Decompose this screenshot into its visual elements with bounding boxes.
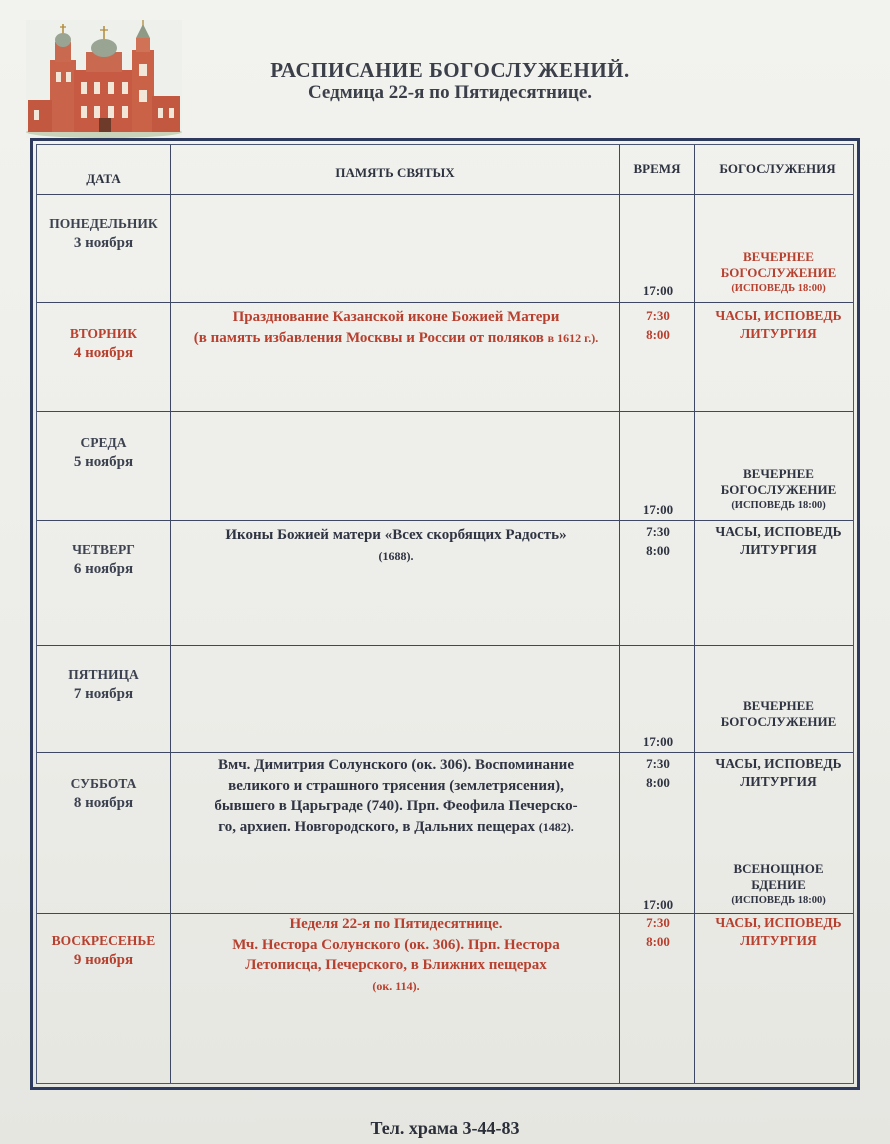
page-header xyxy=(190,58,710,104)
table-row xyxy=(37,303,853,411)
church-illustration xyxy=(26,20,182,138)
table-row xyxy=(37,412,853,520)
column-header-time: ВРЕМЯ xyxy=(633,161,681,176)
table-row xyxy=(37,753,853,913)
day-cell xyxy=(37,325,170,363)
day-name: ЧЕТВЕРГ xyxy=(72,542,135,557)
day-cell xyxy=(37,666,170,704)
day-name: СРЕДА xyxy=(80,435,127,450)
evening-service-name: ВСЕНОЩНОЕ БДЕНИЕ xyxy=(733,861,824,893)
confession-note: (ИСПОВЕДЬ 18:00) xyxy=(731,499,826,511)
services-text: ЧАСЫ, ИСПОВЕДЬ ЛИТУРГИЯ xyxy=(715,756,842,789)
evening-time: 17:00 xyxy=(642,734,674,749)
services-text: ЧАСЫ, ИСПОВЕДЬ ЛИТУРГИЯ xyxy=(715,308,842,341)
evening-service xyxy=(697,698,860,731)
evening-service-name: ВЕЧЕРНЕЕ БОГОСЛУЖЕНИЕ xyxy=(720,466,837,498)
evening-time: 17:00 xyxy=(642,283,674,298)
memory-cell xyxy=(173,525,619,566)
memory-cell xyxy=(173,755,619,838)
memory-text: Празднование Казанской иконе Божией Матери (в память избавления Москвы и России от поляков xyxy=(193,309,560,346)
memory-year: (1688). xyxy=(378,548,414,563)
services-text: ЧАСЫ, ИСПОВЕДЬ ЛИТУРГИЯ xyxy=(715,915,842,948)
day-cell xyxy=(37,215,170,253)
table-body xyxy=(36,144,854,1084)
memory-text: Неделя 22-я по Пятидесятнице. Мч. Нестора Солунского (ок. 306). Прп. Нестора Летописца, Печерского, в Ближних пещерах xyxy=(232,916,560,974)
schedule-subtitle: Седмица 22-я по Пятидесятнице. xyxy=(307,82,593,104)
evening-service-name: ВЕЧЕРНЕЕ БОГОСЛУЖЕНИЕ xyxy=(720,249,837,281)
column-header-memory: ПАМЯТЬ СВЯТЫХ xyxy=(335,165,455,180)
memory-year: (ок. 114). xyxy=(372,979,420,994)
evening-service xyxy=(697,466,860,512)
day-cell xyxy=(37,541,170,579)
service-times: 7:30 8:00 xyxy=(646,308,670,342)
memory-text: Вмч. Димитрия Солунского (ок. 306). Воспоминание великого и страшного трясения (землетрясения), бывшего в Царьграде (740). Прп. Феофила Печерско- го, архиеп. Новгородского, в Дальних пещерах xyxy=(214,757,578,836)
evening-service xyxy=(697,861,860,907)
day-date: 3 ноября xyxy=(73,235,134,252)
day-name: ВТОРНИК xyxy=(69,326,138,341)
day-name: ВОСКРЕСЕНЬЕ xyxy=(51,933,156,948)
schedule-table xyxy=(30,138,860,1090)
memory-text: Иконы Божией матери «Всех скорбящих Радость» xyxy=(225,527,567,543)
memory-cell xyxy=(173,914,619,997)
day-name: СУББОТА xyxy=(70,776,137,791)
day-date: 8 ноября xyxy=(73,795,134,812)
evening-time: 17:00 xyxy=(642,502,674,517)
day-date: 9 ноября xyxy=(73,952,134,969)
memory-cell xyxy=(173,307,619,348)
service-times: 7:30 8:00 xyxy=(646,524,670,558)
column-header-date: ДАТА xyxy=(86,171,121,186)
church-phone: Тел. храма 3-44-83 xyxy=(370,1118,520,1138)
evening-time: 17:00 xyxy=(642,897,674,912)
confession-note: (ИСПОВЕДЬ 18:00) xyxy=(731,282,826,294)
service-times: 7:30 8:00 xyxy=(646,915,670,949)
day-name: ПЯТНИЦА xyxy=(68,667,139,682)
confession-note: (ИСПОВЕДЬ 18:00) xyxy=(731,894,826,906)
memory-year: в 1612 г.). xyxy=(547,330,599,345)
day-name: ПОНЕДЕЛЬНИК xyxy=(49,216,158,231)
table-row xyxy=(37,646,853,752)
day-cell xyxy=(37,775,170,813)
table-row xyxy=(37,195,853,302)
table-row xyxy=(37,914,853,1086)
evening-service xyxy=(697,249,860,295)
service-times: 7:30 8:00 xyxy=(646,756,670,790)
day-date: 7 ноября xyxy=(73,686,134,703)
services-text: ЧАСЫ, ИСПОВЕДЬ ЛИТУРГИЯ xyxy=(715,524,842,557)
evening-service-name: ВЕЧЕРНЕЕ БОГОСЛУЖЕНИЕ xyxy=(720,698,837,730)
table-row xyxy=(37,521,853,645)
day-date: 5 ноября xyxy=(73,454,134,471)
day-cell xyxy=(37,932,170,970)
day-date: 6 ноября xyxy=(73,561,134,578)
day-cell xyxy=(37,434,170,472)
column-header-services: БОГОСЛУЖЕНИЯ xyxy=(719,161,836,176)
memory-year: (1482). xyxy=(538,820,574,835)
schedule-title: РАСПИСАНИЕ БОГОСЛУЖЕНИЙ. xyxy=(270,58,630,82)
day-date: 4 ноября xyxy=(73,345,134,362)
